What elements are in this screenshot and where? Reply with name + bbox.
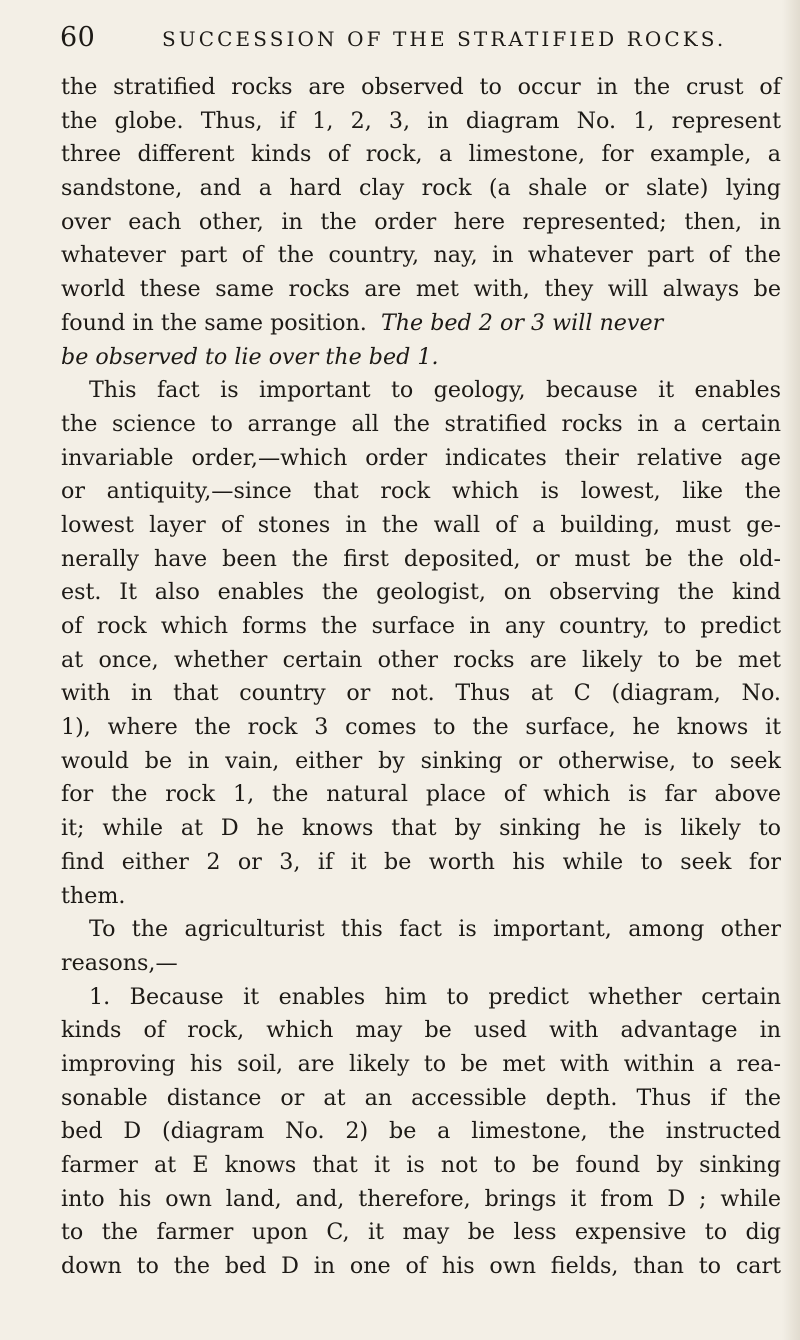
text-line: the stratified rocks are observed to occur in the crust of [61,74,781,100]
paragraph-end-line: them. [61,882,126,909]
text-line: would be in vain, either by sinking or otherwise, to seek [61,747,781,774]
page-number: 60 [60,22,96,53]
running-head: SUCCESSION OF THE STRATIFIED ROCKS. [162,27,727,51]
text-line: farmer at E knows that it is not to be found by sinking [61,1152,781,1178]
text-line: bed D (diagram No. 2) be a limestone, the instructed [61,1118,781,1145]
page-edge-shadow [782,0,800,1340]
paragraph-end-line: reasons,— [61,949,178,976]
text-line: the globe. Thus, if 1, 2, 3, in diagram No. 1, represent [61,107,781,134]
text-line: sonable distance or at an accessible depth. Thus if the [61,1084,781,1111]
text-run: found in the same position. [61,309,367,336]
italic-statement: The bed 2 or 3 will never [380,309,664,336]
text-line: kinds of rock, which may be used with advantage in [61,1017,781,1044]
text-line: est. It also enables the geologist, on observing the kind [61,579,781,606]
text-line: of rock which forms the surface in any country, to predict [61,613,781,639]
text-line: find either 2 or 3, if it be worth his while to seek for [61,848,781,875]
text-line: three different kinds of rock, a limestone, for example, a [61,141,781,168]
text-line: lowest layer of stones in the wall of a building, must ge- [61,511,781,538]
text-line: it; while at D he knows that by sinking he is likely to [61,815,781,842]
text-line: invariable order,—which order indicates their relative age [61,444,781,471]
text-line: with in that country or not. Thus at C (diagram, No. [61,680,781,707]
body-text [61,71,781,1284]
paragraph-start-line: This fact is important to geology, because it enables [89,377,781,404]
text-line: the science to arrange all the stratified rocks in a certain [61,410,781,437]
text-line: at once, whether certain other rocks are likely to be met [61,646,781,673]
text-line: over each other, in the order here represented; then, in [61,208,781,235]
numbered-item-line: 1. Because it enables him to predict whether certain [89,983,781,1010]
text-line: or antiquity,—since that rock which is lowest, like the [61,478,781,505]
text-line: to the farmer upon C, it may be less expensive to dig [61,1219,781,1246]
text-line: sandstone, and a hard clay rock (a shale or slate) lying [61,175,781,202]
text-line: world these same rocks are met with, they will always be [61,276,781,303]
text-line: into his own land, and, therefore, brings it from D ; while [61,1185,781,1212]
italic-statement-line: be observed to lie over the bed 1. [61,343,439,370]
text-line: nerally have been the first deposited, or must be the old- [61,545,781,572]
text-line [61,307,781,341]
text-line: improving his soil, are likely to be met with within a rea- [61,1050,781,1077]
text-line: whatever part of the country, nay, in whatever part of the [61,242,781,269]
text-line: down to the bed D in one of his own fields, than to cart [61,1253,781,1280]
page-header [60,22,760,56]
text-line: 1), where the rock 3 comes to the surface, he knows it [61,714,781,741]
text-line: for the rock 1, the natural place of which is far above [61,781,781,808]
paragraph-start-line: To the agriculturist this fact is important, among other [89,916,781,943]
